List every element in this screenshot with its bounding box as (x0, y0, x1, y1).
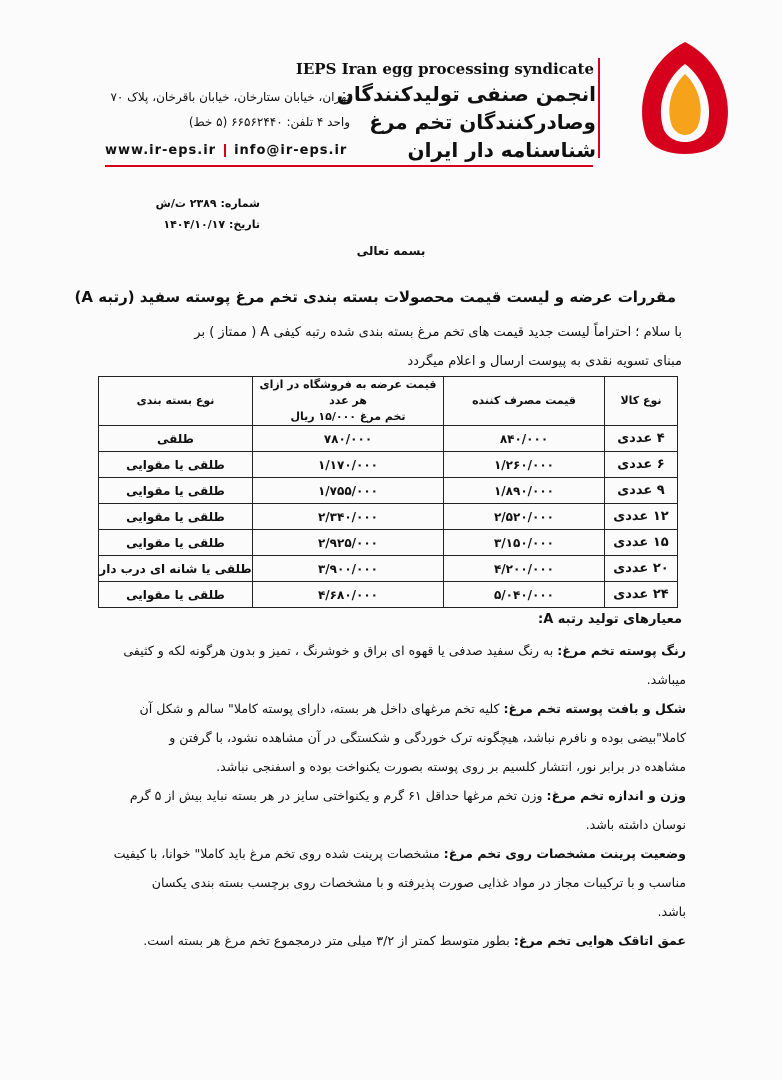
cell-packaging: طلقی یا مقوایی (99, 452, 253, 478)
criterion-print-text-1: مشخصات پرینت شده روی تخم مرغ باید کاملا" خوانا، با کیفیت (113, 846, 444, 861)
cell-packaging: طلقی یا مقوایی (99, 504, 253, 530)
header-store-price (253, 377, 444, 426)
criterion-shape (92, 694, 686, 723)
criterion-print-label: وضعیت پرینت مشخصات روی تخم مرغ: (443, 846, 686, 861)
table-row (99, 556, 678, 582)
criterion-air-cell-label: عمق اتاقک هوایی تخم مرغ: (513, 933, 686, 948)
criterion-shape-text-1: کلیه تخم مرغهای داخل هر بسته، دارای پوسته کاملا" سالم و شکل آن (139, 701, 504, 716)
cell-packaging: طلقی یا مقوایی (99, 582, 253, 608)
intro-line-2: مبنای تسویه نقدی به پیوست ارسال و اعلام میگردد (407, 354, 682, 369)
table-row (99, 582, 678, 608)
criterion-print-text-2: مناسب و با ترکیبات مجاز در مواد غذایی صورت پذیرفته و با مشخصات روی برچسب بسته بندی یکسان (151, 875, 686, 890)
criterion-color-text-1: به رنگ سفید صدفی یا قهوه ای براق و خوشرنگ ، تمیز و بدون هرگونه لکه و کثیفی (123, 643, 558, 658)
address-line-1: تهران، خیابان ستارخان، خیابان باقرخان، پلاک ۷۰ (110, 90, 350, 104)
cell-consumer-price: ۱/۸۹۰/۰۰۰ (444, 478, 605, 504)
letter-title: مقررات عرضه و لیست قیمت محصولات بسته بندی تخم مرغ پوسته سفید (رتبه A) (74, 288, 676, 306)
criterion-weight-label: وزن و اندازه تخم مرغ: (546, 788, 686, 803)
cell-item: ۴ عددی (605, 426, 678, 452)
logo-inner-orange-egg (669, 74, 700, 135)
contact-links (105, 143, 347, 158)
header-consumer-price: قیمت مصرف کننده (444, 377, 605, 426)
criterion-color (92, 636, 686, 665)
criterion-weight-text-2: نوسان داشته باشد. (585, 817, 686, 832)
table-row (99, 530, 678, 556)
cell-item: ۱۵ عددی (605, 530, 678, 556)
criterion-shape-text-2: کاملا"بیضی بوده و نافرم نباشد، هیچگونه ترک خوردگی و شکستگی در آن مشاهده نشود، با گرفتن و (169, 730, 686, 745)
cell-consumer-price: ۵/۰۴۰/۰۰۰ (444, 582, 605, 608)
cell-item: ۹ عددی (605, 478, 678, 504)
cell-consumer-price: ۴/۲۰۰/۰۰۰ (444, 556, 605, 582)
cell-packaging: طلقی یا شانه ای درب دار (99, 556, 253, 582)
org-name-line-2: وصادرکنندگان تخم مرغ (369, 110, 596, 134)
criteria-title: معیارهای تولید رتبه A: (538, 612, 682, 627)
criterion-air-cell (92, 926, 686, 955)
table-row (99, 426, 678, 452)
table-row (99, 478, 678, 504)
table-row (99, 452, 678, 478)
cell-consumer-price: ۱/۲۶۰/۰۰۰ (444, 452, 605, 478)
criterion-weight-text-1: وزن تخم مرغها حداقل ۶۱ گرم و یکنواختی سایز در هر بسته نباید بیش از ۵ گرم (129, 788, 547, 803)
criterion-shape-text-3: مشاهده در برابر نور، انتشار کلسیم بر روی پوسته بصورت یکنواخت بوده و اسفنجی نباشد. (216, 759, 686, 774)
cell-packaging: طلقی (99, 426, 253, 452)
cell-consumer-price: ۳/۱۵۰/۰۰۰ (444, 530, 605, 556)
cell-item: ۲۰ عددی (605, 556, 678, 582)
header-packaging: نوع بسته بندی (99, 377, 253, 426)
cell-consumer-price: ۸۴۰/۰۰۰ (444, 426, 605, 452)
header-underline (105, 165, 593, 167)
cell-packaging: طلقی یا مقوایی (99, 478, 253, 504)
header-item: نوع کالا (605, 377, 678, 426)
letter-date: تاریخ: ۱۴۰۴/۱۰/۱۷ (163, 218, 260, 231)
criterion-color-text-2: میباشد. (646, 672, 686, 687)
criterion-shape-label: شکل و بافت پوسته تخم مرغ: (503, 701, 686, 716)
email-link[interactable]: info@ir-eps.ir (234, 143, 348, 158)
cell-store-price: ۳/۹۰۰/۰۰۰ (253, 556, 444, 582)
org-english-name: IEPS Iran egg processing syndicate (295, 60, 594, 78)
intro-line-1: با سلام ؛ احتراماً لیست جدید قیمت های تخم مرغ بسته بندی شده رتبه کیفی A ( ممتاز ) بر (194, 325, 682, 340)
basmala: بسمه تعالی (356, 244, 426, 258)
criterion-print (92, 839, 686, 868)
cell-store-price: ۲/۹۲۵/۰۰۰ (253, 530, 444, 556)
cell-store-price: ۱/۷۵۵/۰۰۰ (253, 478, 444, 504)
cell-consumer-price: ۲/۵۲۰/۰۰۰ (444, 504, 605, 530)
criterion-color-label: رنگ پوسته تخم مرغ: (557, 643, 686, 658)
letter-number: شماره: ۲۳۸۹ ت/ش (155, 197, 260, 210)
cell-item: ۶ عددی (605, 452, 678, 478)
cell-packaging: طلقی یا مقوایی (99, 530, 253, 556)
cell-store-price: ۴/۶۸۰/۰۰۰ (253, 582, 444, 608)
website-link[interactable]: www.ir-eps.ir (105, 143, 217, 158)
contact-separator (224, 144, 226, 157)
header-divider (598, 58, 600, 158)
address-line-2: واحد ۴ تلفن: ۶۶۵۶۲۴۴۰ (۵ خط) (188, 115, 350, 129)
org-name-line-3: شناسنامه دار ایران (407, 138, 596, 162)
header-store-price-line-1: قیمت عرضه به فروشگاه در ازای هر عدد (259, 378, 437, 407)
criterion-print-text-3: باشد. (657, 904, 686, 919)
price-table (98, 376, 678, 608)
cell-item: ۱۲ عددی (605, 504, 678, 530)
criterion-weight (92, 781, 686, 810)
table-row (99, 504, 678, 530)
cell-item: ۲۴ عددی (605, 582, 678, 608)
header-store-price-line-2: تخم مرغ ۱۵/۰۰۰ ریال (290, 410, 406, 423)
table-header-row (99, 377, 678, 426)
org-name-line-1: انجمن صنفی تولیدکنندگان (336, 82, 596, 106)
criterion-air-cell-text: بطور متوسط کمتر از ۳/۲ میلی متر درمجموع تخم مرغ هر بسته است. (143, 933, 514, 948)
ieps-logo (630, 38, 740, 168)
cell-store-price: ۲/۳۴۰/۰۰۰ (253, 504, 444, 530)
cell-store-price: ۷۸۰/۰۰۰ (253, 426, 444, 452)
cell-store-price: ۱/۱۷۰/۰۰۰ (253, 452, 444, 478)
